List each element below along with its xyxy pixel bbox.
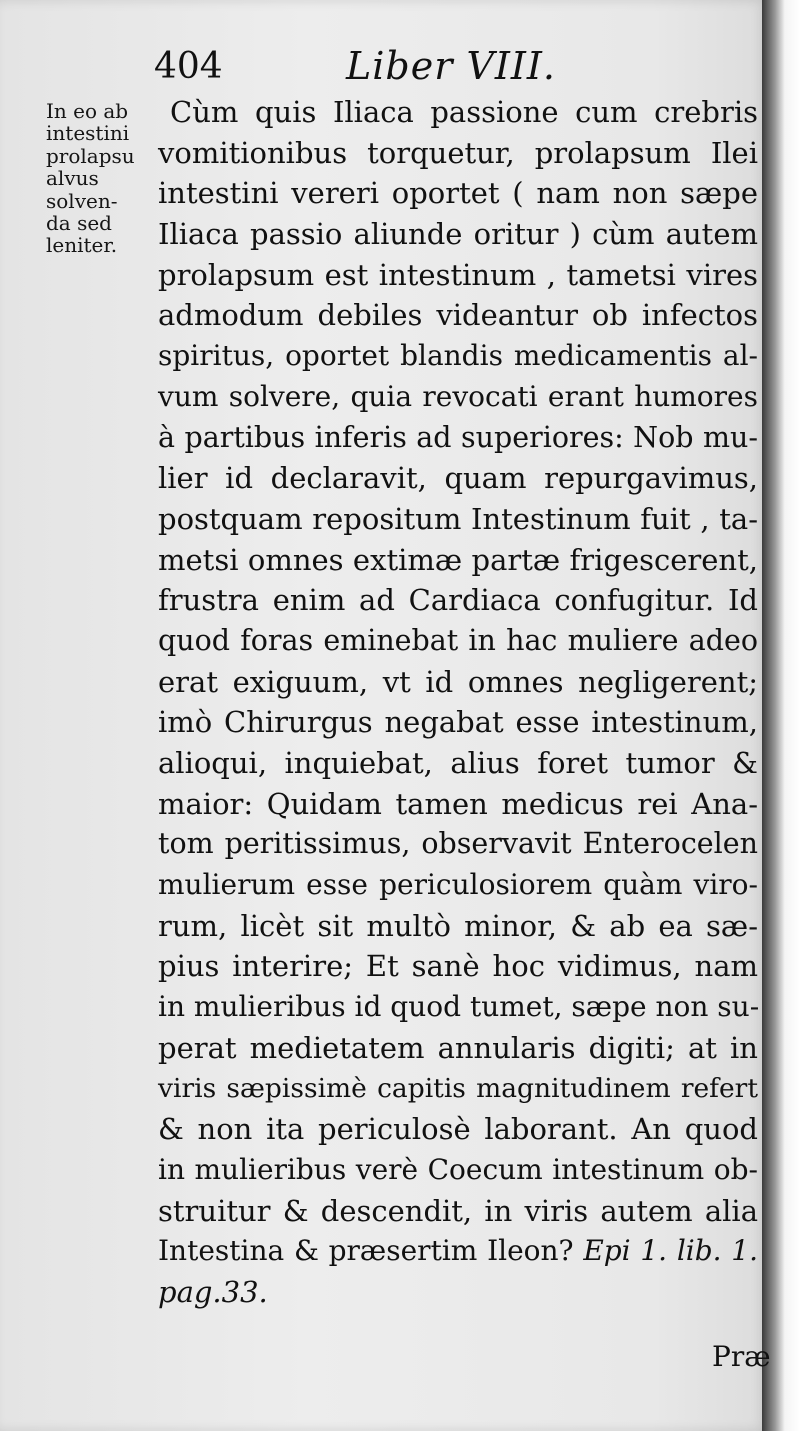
- text-line: perat medietatem annularis digiti; at in: [158, 1030, 758, 1065]
- text-line: prolapsum est intestinum , tametsi vires: [158, 257, 758, 292]
- text-line: frustra enim ad Cardiaca confugitur. Id: [158, 583, 758, 618]
- text-line: à partibus inferis ad superiores: Nob mu-: [158, 420, 758, 454]
- text-line: vum solvere, quia revocati erant humores: [158, 379, 758, 413]
- margin-note: [46, 100, 154, 257]
- text-line: imò Chirurgus negabat esse intestinum,: [158, 705, 758, 740]
- text-line: intestini vereri oportet ( nam non sæpe: [158, 176, 758, 211]
- text-line: rum, licèt sit multò minor, & ab ea sæ-: [158, 908, 758, 943]
- text-line-last: pag.33.: [158, 1274, 268, 1309]
- margin-note-line: solven-: [46, 188, 118, 213]
- text-line: pius interire; Et sanè hoc vidimus, nam: [158, 949, 758, 984]
- margin-note-line: leniter.: [46, 233, 118, 258]
- citation: Epi 1. lib. 1.: [583, 1234, 759, 1268]
- text-line: quod foras eminebat in hac muliere adeo: [158, 623, 758, 657]
- text-line: Iliaca passio aliunde oritur ) cùm autem: [158, 217, 758, 252]
- text-line: struitur & descendit, in viris autem alia: [158, 1193, 758, 1228]
- text-line-content: Intestina & præsertim Ileon?: [158, 1234, 574, 1268]
- page-number: 404: [154, 46, 223, 87]
- margin-note-line: prolapsu: [46, 143, 135, 168]
- text-line: Cùm quis Iliaca passione cum crebris: [170, 95, 758, 129]
- running-head: Liber VIII.: [346, 44, 556, 88]
- catchword: Præ: [712, 1340, 771, 1373]
- text-line: in mulieribus id quod tumet, sæpe non su-: [158, 990, 760, 1024]
- page-header: [150, 40, 750, 96]
- text-line: mulierum esse periculosiorem quàm viro-: [158, 868, 758, 902]
- page-edge: [762, 0, 800, 1431]
- text-line: admodum debiles videantur ob infectos: [158, 298, 758, 333]
- text-line: in mulieribus verè Coecum intestinum ob-: [158, 1152, 758, 1186]
- text-line: maior: Quidam tamen medicus rei Ana-: [158, 786, 758, 821]
- text-line: viris sæpissimè capitis magnitudinem refert: [158, 1072, 758, 1104]
- margin-note-line: da sed: [46, 211, 112, 236]
- text-line: erat exiguum, vt id omnes negligerent;: [158, 664, 758, 699]
- text-line: lier id declaravit, quam repurgavimus,: [158, 461, 758, 496]
- text-line: [158, 1231, 758, 1272]
- text-line: vomitionibus torquetur, prolapsum Ilei: [158, 135, 758, 170]
- margin-note-line: In eo ab: [46, 99, 129, 123]
- text-line: tom peritissimus, observavit Enterocelen: [158, 827, 758, 861]
- text-line: spiritus, oportet blandis medicamentis al-: [158, 339, 758, 373]
- body-text: [158, 92, 758, 1313]
- text-line: & non ita periculosè laborant. An quod: [158, 1112, 758, 1147]
- text-line: postquam repositum Intestinum fuit , ta-: [158, 501, 758, 536]
- text-line: alioqui, inquiebat, alius foret tumor &: [158, 746, 758, 780]
- margin-note-line: intestini: [46, 121, 130, 146]
- text-line: metsi omnes extimæ partæ frigescerent,: [158, 542, 758, 577]
- margin-note-line: alvus: [46, 166, 99, 191]
